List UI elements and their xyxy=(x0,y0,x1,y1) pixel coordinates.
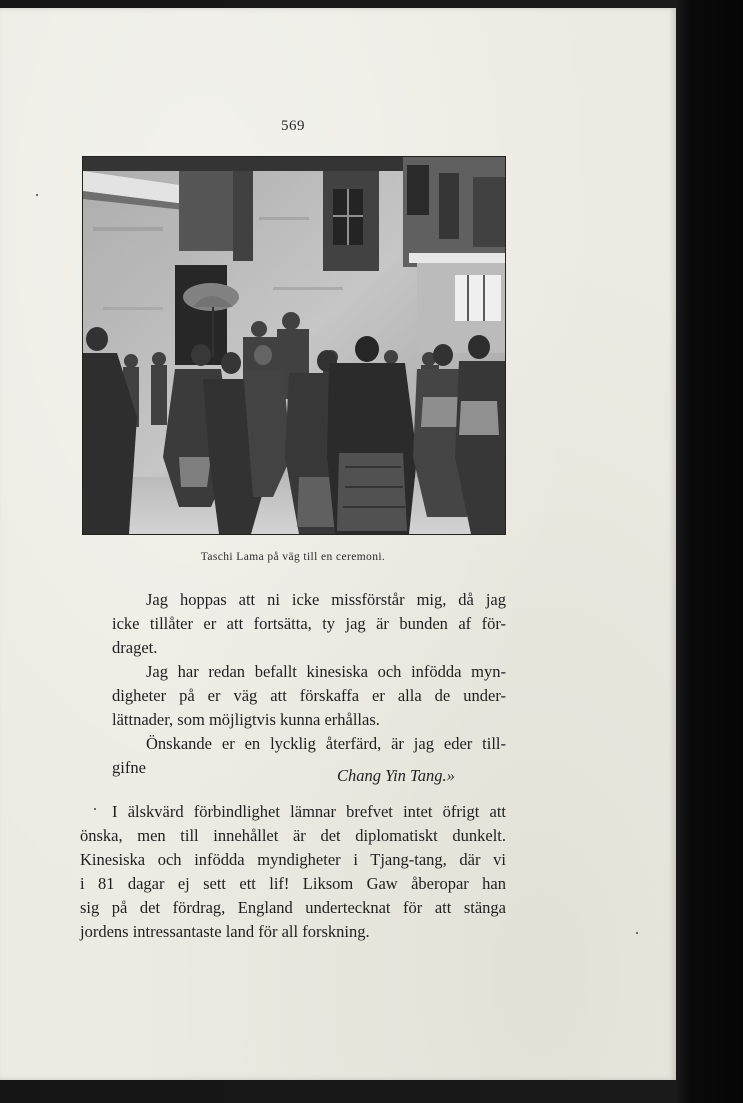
procession-photo xyxy=(83,157,505,534)
letter-line-7: Önskande er en lycklig återfärd, är jag eder till- xyxy=(146,734,506,753)
commentary-line-5: sig på det fördrag, England undertecknat för att stänga xyxy=(80,898,506,917)
paper-speck xyxy=(636,932,638,934)
paper-speck xyxy=(94,808,96,810)
photograph xyxy=(82,156,506,535)
letter-line-2: icke tillåter er att fortsätta, ty jag är bunden af för- xyxy=(112,614,506,633)
commentary-line-4: i 81 dagar ej sett ett lif! Liksom Gaw åberopar han xyxy=(80,874,506,893)
paper-speck xyxy=(36,194,38,196)
commentary-line-6: jordens intressantaste land för all forskning. xyxy=(80,922,370,941)
letter-line-8: gifne xyxy=(112,758,146,777)
commentary-line-2: önska, men till innehållet är det diplomatiskt dunkelt. xyxy=(80,826,506,845)
figure-caption: Taschi Lama på väg till en ceremoni. xyxy=(200,551,386,563)
book-page xyxy=(0,8,676,1080)
letter-line-3: draget. xyxy=(112,638,158,657)
letter-line-1: Jag hoppas att ni icke missförstår mig, då jag xyxy=(146,590,506,609)
letter-line-4: Jag har redan befallt kinesiska och infödda myn- xyxy=(146,662,506,681)
letter-line-5: digheter på er väg att förskaffa er alla de under- xyxy=(112,686,506,705)
commentary-line-3: Kinesiska och infödda myndigheter i Tjang-tang, där vi xyxy=(80,850,506,869)
page-number: 569 xyxy=(281,118,305,134)
letter-signature: Chang Yin Tang.» xyxy=(337,766,455,785)
letter-line-6: lättnader, som möjligtvis kunna erhållas. xyxy=(112,710,380,729)
commentary-line-1: I älskvärd förbindlighet lämnar brefvet intet öfrigt att xyxy=(112,802,506,821)
